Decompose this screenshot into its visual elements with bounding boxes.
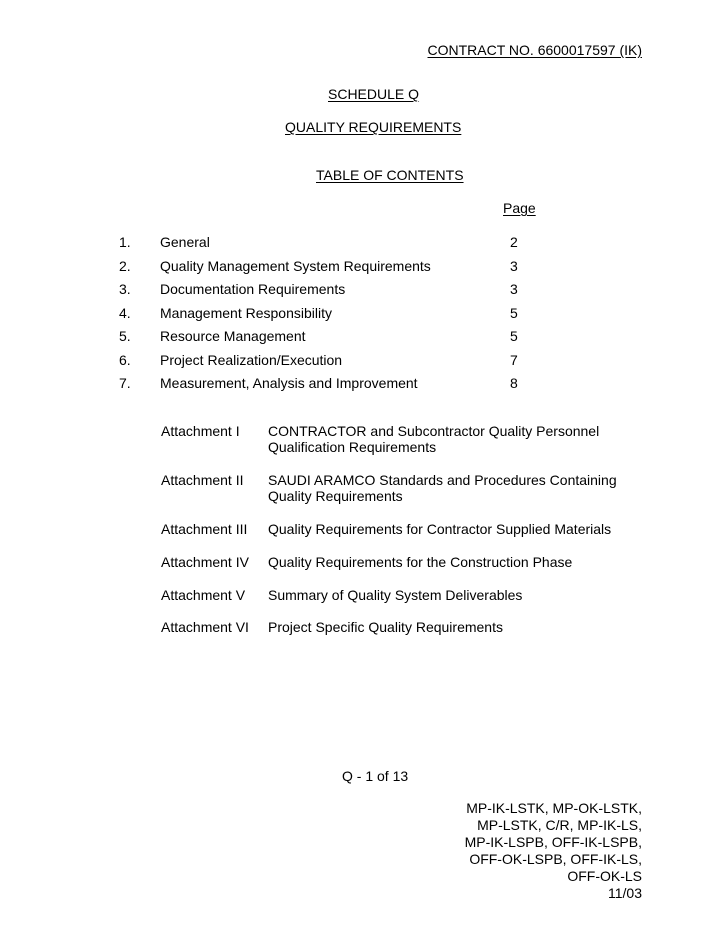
toc-title: Quality Management System Requirements [160, 258, 431, 274]
toc-number: 7. [119, 375, 131, 391]
distribution-code-line: OFF-OK-LSPB, OFF-IK-LS, [469, 851, 642, 867]
contract-number: CONTRACT NO. 6600017597 (IK) [427, 42, 642, 58]
distribution-codes [382, 800, 642, 902]
toc-page: 3 [510, 258, 518, 274]
toc-page: 7 [510, 352, 518, 368]
distribution-code-line: MP-IK-LSPB, OFF-IK-LSPB, [464, 834, 642, 850]
toc-title: Management Responsibility [160, 305, 332, 321]
toc-entry [0, 281, 728, 299]
attachment-description: CONTRACTOR and Subcontractor Quality Personnel Qualification Requirements [268, 423, 600, 455]
schedule-title: SCHEDULE Q [328, 86, 420, 102]
attachment-label: Attachment II [161, 472, 244, 488]
attachment-label: Attachment III [161, 521, 248, 537]
toc-title: Resource Management [160, 328, 306, 344]
toc-entry [0, 375, 728, 393]
attachment-label: Attachment I [161, 423, 240, 439]
toc-entry [0, 258, 728, 276]
toc-title: General [160, 234, 210, 250]
attachment-description: SAUDI ARAMCO Standards and Procedures Containing Quality Requirements [268, 472, 617, 504]
document-subject: QUALITY REQUIREMENTS [285, 119, 462, 135]
toc-page: 8 [510, 375, 518, 391]
toc-page: 5 [510, 328, 518, 344]
toc-page: 3 [510, 281, 518, 297]
toc-number: 1. [119, 234, 131, 250]
toc-entry [0, 328, 728, 346]
attachment-description: Quality Requirements for Contractor Supplied Materials [268, 521, 612, 537]
toc-title: Project Realization/Execution [160, 352, 343, 368]
toc-number: 4. [119, 305, 131, 321]
attachment-description: Quality Requirements for the Construction Phase [268, 554, 573, 570]
toc-entry [0, 305, 728, 323]
toc-page: 2 [510, 234, 518, 250]
toc-title: Documentation Requirements [160, 281, 346, 297]
toc-number: 2. [119, 258, 131, 274]
toc-heading: TABLE OF CONTENTS [316, 167, 464, 183]
toc-page: 5 [510, 305, 518, 321]
distribution-code-line: MP-IK-LSTK, MP-OK-LSTK, [466, 800, 642, 816]
toc-title: Measurement, Analysis and Improvement [160, 375, 418, 391]
toc-number: 3. [119, 281, 131, 297]
attachment-description: Summary of Quality System Deliverables [268, 587, 523, 603]
revision-date: 11/03 [608, 885, 642, 901]
toc-number: 5. [119, 328, 131, 344]
toc-entry [0, 234, 728, 252]
distribution-code-line: MP-LSTK, C/R, MP-IK-LS, [477, 817, 642, 833]
attachment-label: Attachment VI [161, 619, 249, 635]
page-column-header: Page [503, 200, 536, 216]
attachment-description: Project Specific Quality Requirements [268, 619, 503, 635]
toc-entry [0, 352, 728, 370]
toc-number: 6. [119, 352, 131, 368]
page-number: Q - 1 of 13 [342, 768, 409, 784]
distribution-code-line: OFF-OK-LS [567, 868, 642, 884]
attachment-label: Attachment IV [161, 554, 249, 570]
attachment-label: Attachment V [161, 587, 246, 603]
